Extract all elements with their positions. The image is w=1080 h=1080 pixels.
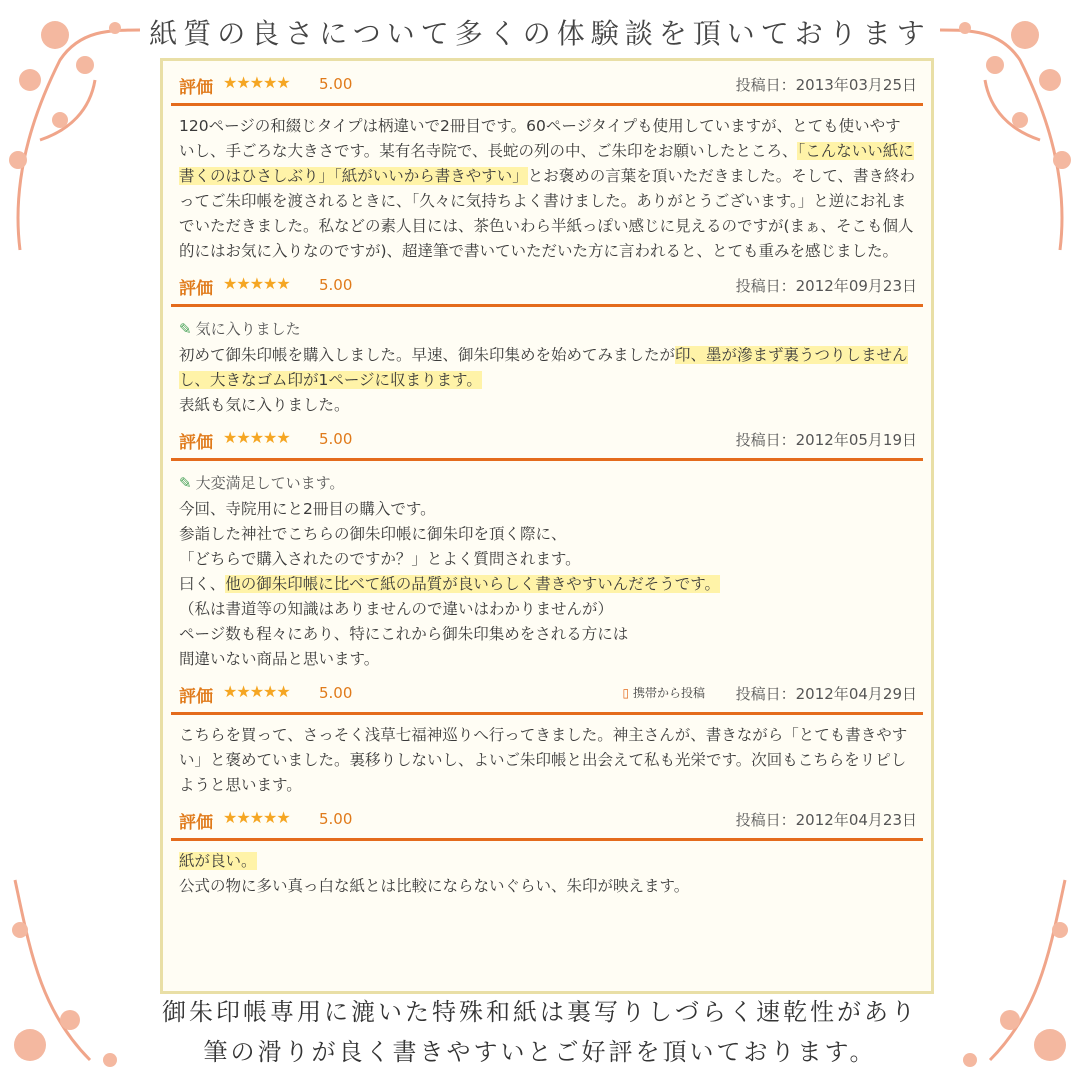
star-rating-icon: ★★★★★ — [223, 274, 290, 293]
rating-label: 評価 — [179, 687, 213, 707]
rating-label: 評価 — [179, 813, 213, 833]
review-text-part: 曰く、 — [179, 575, 226, 593]
review-line: 間違いない商品と思います。 — [179, 650, 380, 668]
floral-flourish-top-right — [930, 0, 1080, 260]
review-text — [171, 723, 923, 802]
review-line: 今回、寺院用にと2冊目の購入です。 — [179, 500, 436, 518]
review-text-part: とお褒めの言葉を頂いただきました。そして、書き終わってご朱印帳を渡されるときに、「久々に気持ちよく書けました。ありがとうございます。」と逆にお礼までいただきました。私などの素人目には、茶色いわら半紙っぽい感じに見えるのですが(まぁ、そこも個人的にはお気に入りなのですが)、超達筆で書いていただいた方に言われると、とても重みを感じました。 — [179, 167, 915, 260]
review-highlight: 印、墨が滲まず裏うつりしませんし、大きなゴム印が1ページに収まります。 — [179, 346, 908, 389]
rating-row — [171, 268, 923, 302]
footer-line: 筆の滑りが良く書きやすいとご好評を頂いております。 — [203, 1038, 877, 1066]
review-line: ページ数も程々にあり、特にこれから御朱印集めをされる方には — [179, 625, 629, 643]
review-subtitle — [171, 469, 923, 497]
rating-row — [171, 676, 923, 710]
review-text-part: 120ページの和綴じタイプは柄違いで2冊目です。60ページタイプも使用していますが、とても使いやすいし、手ごろな大きさです。某有名寺院で、長蛇の列の中、ご朱印をお願いしたところ、 — [179, 117, 901, 160]
divider — [171, 458, 923, 461]
review-text — [171, 849, 923, 903]
star-rating-icon: ★★★★★ — [223, 682, 290, 701]
review-highlight: 「こんないい紙に書くのはひさしぶり」「紙がいいから書きやすい」 — [179, 142, 914, 185]
review-highlight: 紙が良い。 — [179, 852, 257, 870]
post-date: 投稿日：2012年04月29日 — [735, 685, 917, 703]
divider — [171, 304, 923, 307]
rating-score: 5.00 — [319, 684, 353, 702]
rating-score: 5.00 — [319, 810, 353, 828]
divider — [171, 838, 923, 841]
divider — [171, 712, 923, 715]
review-line: 参詣した神社でこちらの御朱印帳に御朱印を頂く際に、 — [179, 525, 567, 543]
rating-score: 5.00 — [319, 276, 353, 294]
review-panel — [160, 58, 934, 994]
page-title: 紙質の良さについて多くの体験談を頂いております — [149, 17, 931, 50]
leaf-icon: ✎ — [179, 474, 192, 492]
review-text — [171, 497, 923, 676]
review-text-part: こちらを買って、さっそく浅草七福神巡りへ行ってきました。神主さんが、書きながら「とても書きやすい」と褒めていました。裏移りしないし、よいご朱印帳と出会えて私も光栄です。次回もこちらをリピしようと思います。 — [179, 726, 908, 794]
rating-row — [171, 422, 923, 456]
review-line: （私は書道等の知識はありませんので違いはわかりませんが） — [179, 600, 614, 618]
post-date: 投稿日：2012年04月23日 — [735, 811, 917, 829]
review-line: 公式の物に多い真っ白な紙とは比較にならないぐらい、朱印が映えます。 — [179, 877, 690, 895]
review-subtitle-text: 大変満足しています。 — [195, 474, 345, 492]
leaf-icon: ✎ — [179, 320, 192, 338]
mobile-phone-icon: ▯ — [622, 686, 630, 700]
review-subtitle-text: 気に入りました — [195, 320, 301, 338]
review-subtitle — [171, 315, 923, 343]
rating-score: 5.00 — [319, 75, 353, 93]
review-text-part: 表紙も気に入りました。 — [179, 396, 350, 414]
rating-label: 評価 — [179, 78, 213, 98]
star-rating-icon: ★★★★★ — [223, 808, 290, 827]
review-line: 「どちらで購入されたのですか？」とよく質問されます。 — [179, 550, 581, 568]
footer-caption — [80, 992, 1000, 1072]
mobile-post-badge — [623, 684, 705, 701]
star-rating-icon: ★★★★★ — [223, 428, 290, 447]
rating-label: 評価 — [179, 433, 213, 453]
floral-flourish-top-left — [0, 0, 150, 260]
post-date: 投稿日：2013年03月25日 — [735, 76, 917, 94]
review-text-part: 初めて御朱印帳を購入しました。早速、御朱印集めを始めてみましたが — [179, 346, 676, 364]
rating-score: 5.00 — [319, 430, 353, 448]
mobile-post-label: 携帯から投稿 — [632, 686, 705, 700]
rating-label: 評価 — [179, 279, 213, 299]
divider — [171, 103, 923, 106]
review-text — [171, 343, 923, 422]
review-highlight: 他の御朱印帳に比べて紙の品質が良いらしく書きやすいんだそうです。 — [225, 575, 720, 593]
post-date: 投稿日：2012年09月23日 — [735, 277, 917, 295]
rating-row — [171, 802, 923, 836]
review-line — [179, 572, 915, 597]
review-text — [171, 114, 923, 268]
rating-row — [171, 67, 923, 101]
post-date: 投稿日：2012年05月19日 — [735, 431, 917, 449]
footer-line: 御朱印帳専用に漉いた特殊和紙は裏写りしづらく速乾性があり — [162, 998, 918, 1026]
star-rating-icon: ★★★★★ — [223, 73, 290, 92]
